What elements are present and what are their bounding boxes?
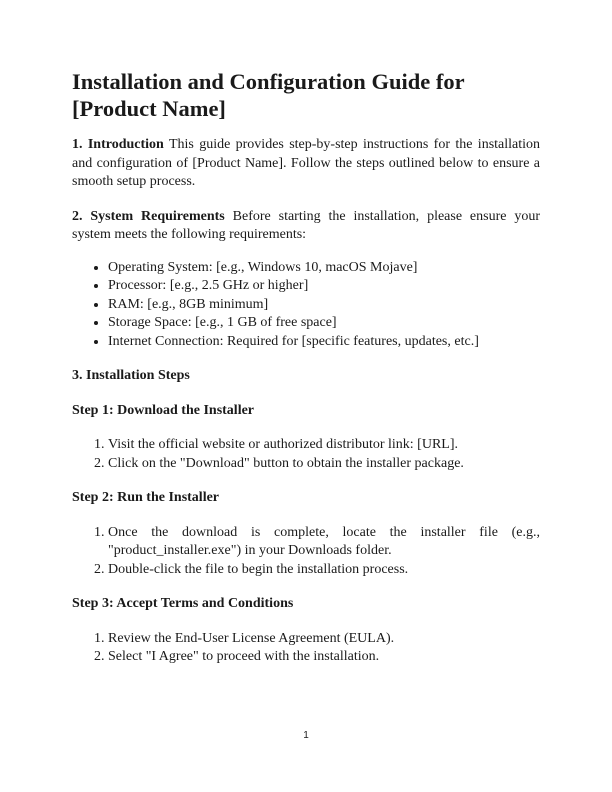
document-title: Installation and Configuration Guide for [Product Name] [72, 69, 465, 121]
list-item: 2. Double-click the file to begin the installation process. [108, 561, 540, 580]
list-item: 2. Click on the "Download" button to obtain the installer package. [108, 455, 540, 474]
list-item: • RAM: [e.g., 8GB minimum] [108, 296, 540, 315]
list-item: • Operating System: [e.g., Windows 10, macOS Mojave] [108, 259, 540, 278]
system-requirements-list [72, 259, 540, 352]
system-requirements-paragraph [72, 208, 540, 245]
list-item: 2. Select "I Agree" to proceed with the installation. [108, 648, 540, 667]
system-requirements-heading: 2. System Requirements [72, 208, 225, 224]
step-2-heading: Step 2: Run the Installer [72, 490, 220, 505]
step-3-list [72, 630, 540, 667]
step-3-heading: Step 3: Accept Terms and Conditions [72, 596, 294, 611]
list-item: 1. Review the End-User License Agreement (EULA). [108, 630, 540, 649]
step-1-heading: Step 1: Download the Installer [72, 402, 255, 418]
step-1-list [72, 436, 540, 473]
list-item: 1. Visit the official website or authorized distributor link: [URL]. [108, 436, 540, 455]
installation-steps-heading: 3. Installation Steps [72, 368, 190, 383]
list-item: • Internet Connection: Required for [specific features, updates, etc.] [108, 333, 540, 352]
list-item: 1. Once the download is complete, locate the installer file (e.g., "product_installer.exe") in your Downloads folder. [108, 524, 540, 561]
step-2-list [72, 524, 540, 580]
introduction-heading: 1. Introduction [72, 137, 164, 152]
list-item: • Storage Space: [e.g., 1 GB of free space] [108, 314, 540, 333]
introduction-text: This guide provides step-by-step instructions for the installation and configuration of [Product Name]. Follow the steps outlined below to ensure a smooth setup process. [72, 137, 541, 189]
list-item: • Processor: [e.g., 2.5 GHz or higher] [108, 277, 540, 296]
page-number: 1 [303, 730, 309, 741]
system-requirements-text: Before starting the installation, please ensure your system meets the following requirements: [72, 208, 540, 242]
document-page [72, 68, 540, 683]
introduction-paragraph [72, 136, 540, 192]
